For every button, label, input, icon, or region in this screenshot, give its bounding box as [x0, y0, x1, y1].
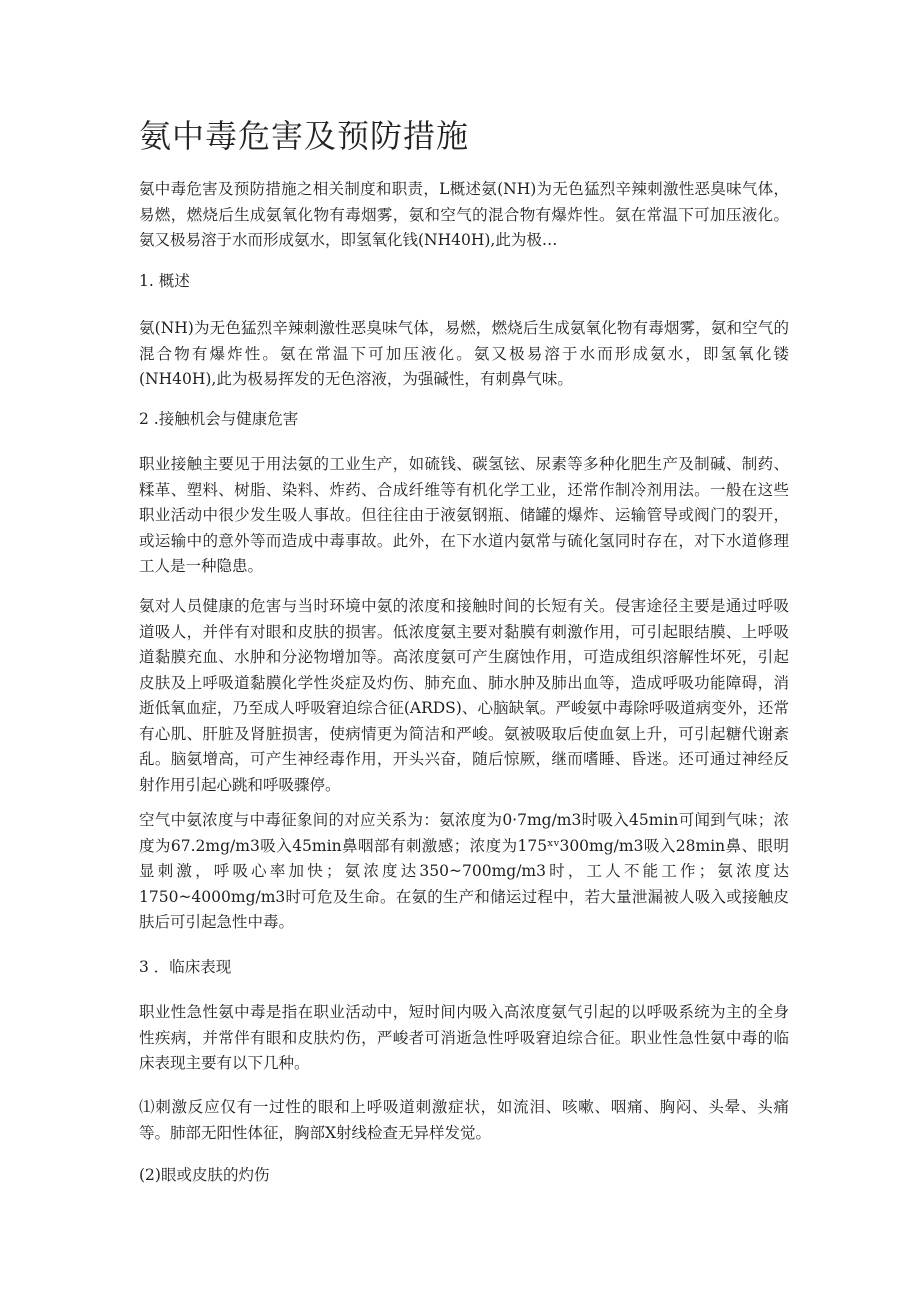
exposure-paragraph-2: 氨对人员健康的危害与当时环境中氨的浓度和接触时间的长短有关。侵害途径主要是通过呼吸道吸人，并伴有对眼和皮肤的损害。低浓度氨主要对黏膜有刺激作用，可引起眼结膜、上呼吸道黏膜充血、水肿和分泌物增加等。高浓度氨可产生腐蚀作用，可造成组织溶解性坏死，引起皮肤及上呼吸道黏膜化学性炎症及灼伤、肺充血、肺水肿及肺出血等，造成呼吸功能障碍，消逝低氧血症，乃至成人呼吸窘迫综合征(ARDS)、心脑缺氧。严峻氨中毒除呼吸道病变外，还常有心肌、肝脏及肾脏损害，使病情更为简洁和严峻。氨被吸取后使血氨上升，可引起糖代谢紊乱。脑氨增高，可产生神经毒作用，开头兴奋，随后惊厥，继而嗜睡、昏迷。还可通过神经反射作用引起心跳和呼吸骤停。 — [139, 597, 789, 794]
overview-paragraph: 氨(NH)为无色猛烈辛辣刺激性恶臭味气体，易燃，燃烧后生成氨氧化物有毒烟雾，氨和空气的混合物有爆炸性。氨在常温下可加压液化。氨又极易溶于水而形成氨水，即氢氧化镂(NH40H),此为极易挥发的无色溶液，为强碱性，有刺鼻气味。 — [139, 319, 789, 388]
exposure-paragraph-1: 职业接触主要见于用法氨的工业生产，如硫钱、碳氢铉、尿素等多种化肥生产及制碱、制药、糅革、塑料、树脂、染料、炸药、合成纤维等有机化学工业，还常作制冷剂用法。一般在这些职业活动中很少发生吸人事故。但往往由于液氨钢瓶、储罐的爆炸、运输管导或阀门的裂开，或运输中的意外等而造成中毒事故。此外，在下水道内氨常与硫化氢同时存在，对下水道修理工人是一种隐患。 — [139, 455, 789, 575]
section-heading-exposure: 2 .接触机会与健康危害 — [139, 410, 299, 428]
clinical-paragraph-2: ⑴刺激反应仅有一过性的眼和上呼吸道刺激症状，如流泪、咳嗽、咽痛、胸闷、头晕、头痛等。肺部无阳性体征，胸部X射线检查无异样发觉。 — [139, 1098, 789, 1142]
section-heading-burns: (2)眼或皮肤的灼伤 — [139, 1166, 270, 1184]
intro-paragraph: 氨中毒危害及预防措施之相关制度和职责，L概述氨(NH)为无色猛烈辛辣刺激性恶臭味气体，易燃，燃烧后生成氨氧化物有毒烟雾，氨和空气的混合物有爆炸性。氨在常温下可加压液化。氨又极易溶于水而形成氨水，即氢氧化钱(NH40H),此为极… — [139, 180, 789, 249]
document-title: 氨中毒危害及预防措施 — [139, 117, 470, 155]
clinical-paragraph-1: 职业性急性氨中毒是指在职业活动中，短时间内吸入高浓度氨气引起的以呼吸系统为主的全身性疾病，并常伴有眼和皮肤灼伤，严峻者可消逝急性呼吸窘迫综合征。职业性急性氨中毒的临床表现主要有以下几种。 — [139, 1003, 789, 1072]
section-heading-overview: 1. 概述 — [139, 272, 190, 290]
exposure-paragraph-3: 空气中氨浓度与中毒征象间的对应关系为：氨浓度为0·7mg/m3时吸入45min可闻到气味；浓度为67.2mg/m3吸入45min鼻咽部有刺激感；浓度为175ˣᵛ300mg/m3吸入28min鼻、眼明显刺激，呼吸心率加快；氨浓度达350~700mg/m3时，工人不能工作；氨浓度达1750~4000mg/m3时可危及生命。在氨的生产和储运过程中，若大量泄漏被人吸入或接触皮肤后可引起急性中毒。 — [139, 811, 789, 931]
section-heading-clinical: 3 ．临床表现 — [139, 958, 232, 976]
